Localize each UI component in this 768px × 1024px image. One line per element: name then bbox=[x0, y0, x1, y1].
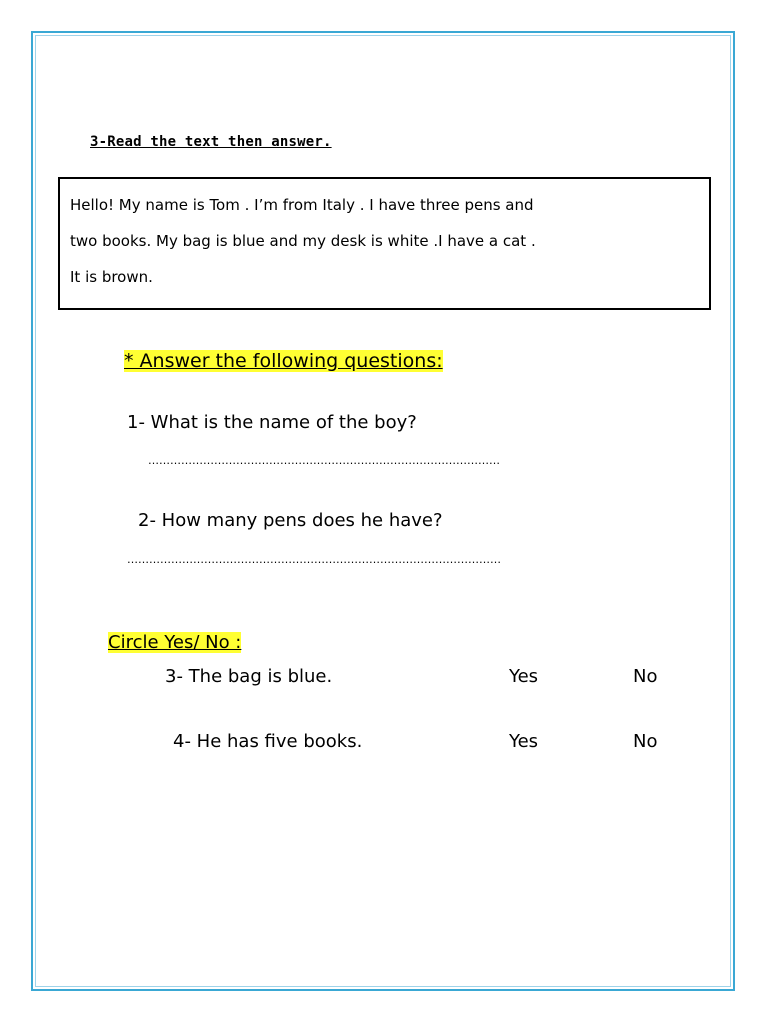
answer-line-2[interactable]: ………………………………………………………………………………………… bbox=[127, 553, 501, 566]
yes-option-4[interactable]: Yes bbox=[509, 731, 539, 752]
circle-yes-no-label bbox=[108, 632, 241, 653]
reading-line-1: Hello! My name is Tom . I’m from Italy . I have three pens and bbox=[70, 196, 534, 214]
answer-line-1[interactable]: …………………………………………………………………………………… bbox=[148, 454, 500, 467]
reading-passage-box bbox=[58, 177, 711, 310]
reading-line-2: two books. My bag is blue and my desk is white .I have a cat . bbox=[70, 232, 536, 250]
yes-no-statement-4: 4- He has five books. bbox=[173, 731, 363, 752]
section-heading: 3-Read the text then answer. bbox=[90, 134, 332, 150]
no-option-4[interactable]: No bbox=[633, 731, 658, 752]
yes-option-3[interactable]: Yes bbox=[509, 666, 539, 687]
question-1: 1- What is the name of the boy? bbox=[127, 412, 417, 433]
reading-line-3: It is brown. bbox=[70, 268, 153, 286]
no-option-3[interactable]: No bbox=[633, 666, 658, 687]
instructions-label bbox=[124, 350, 443, 372]
circle-label-text: Circle Yes/ No : bbox=[108, 632, 242, 653]
question-2: 2- How many pens does he have? bbox=[138, 510, 443, 531]
yes-no-statement-3: 3- The bag is blue. bbox=[165, 666, 333, 687]
instructions-text: * Answer the following questions: bbox=[124, 350, 443, 372]
